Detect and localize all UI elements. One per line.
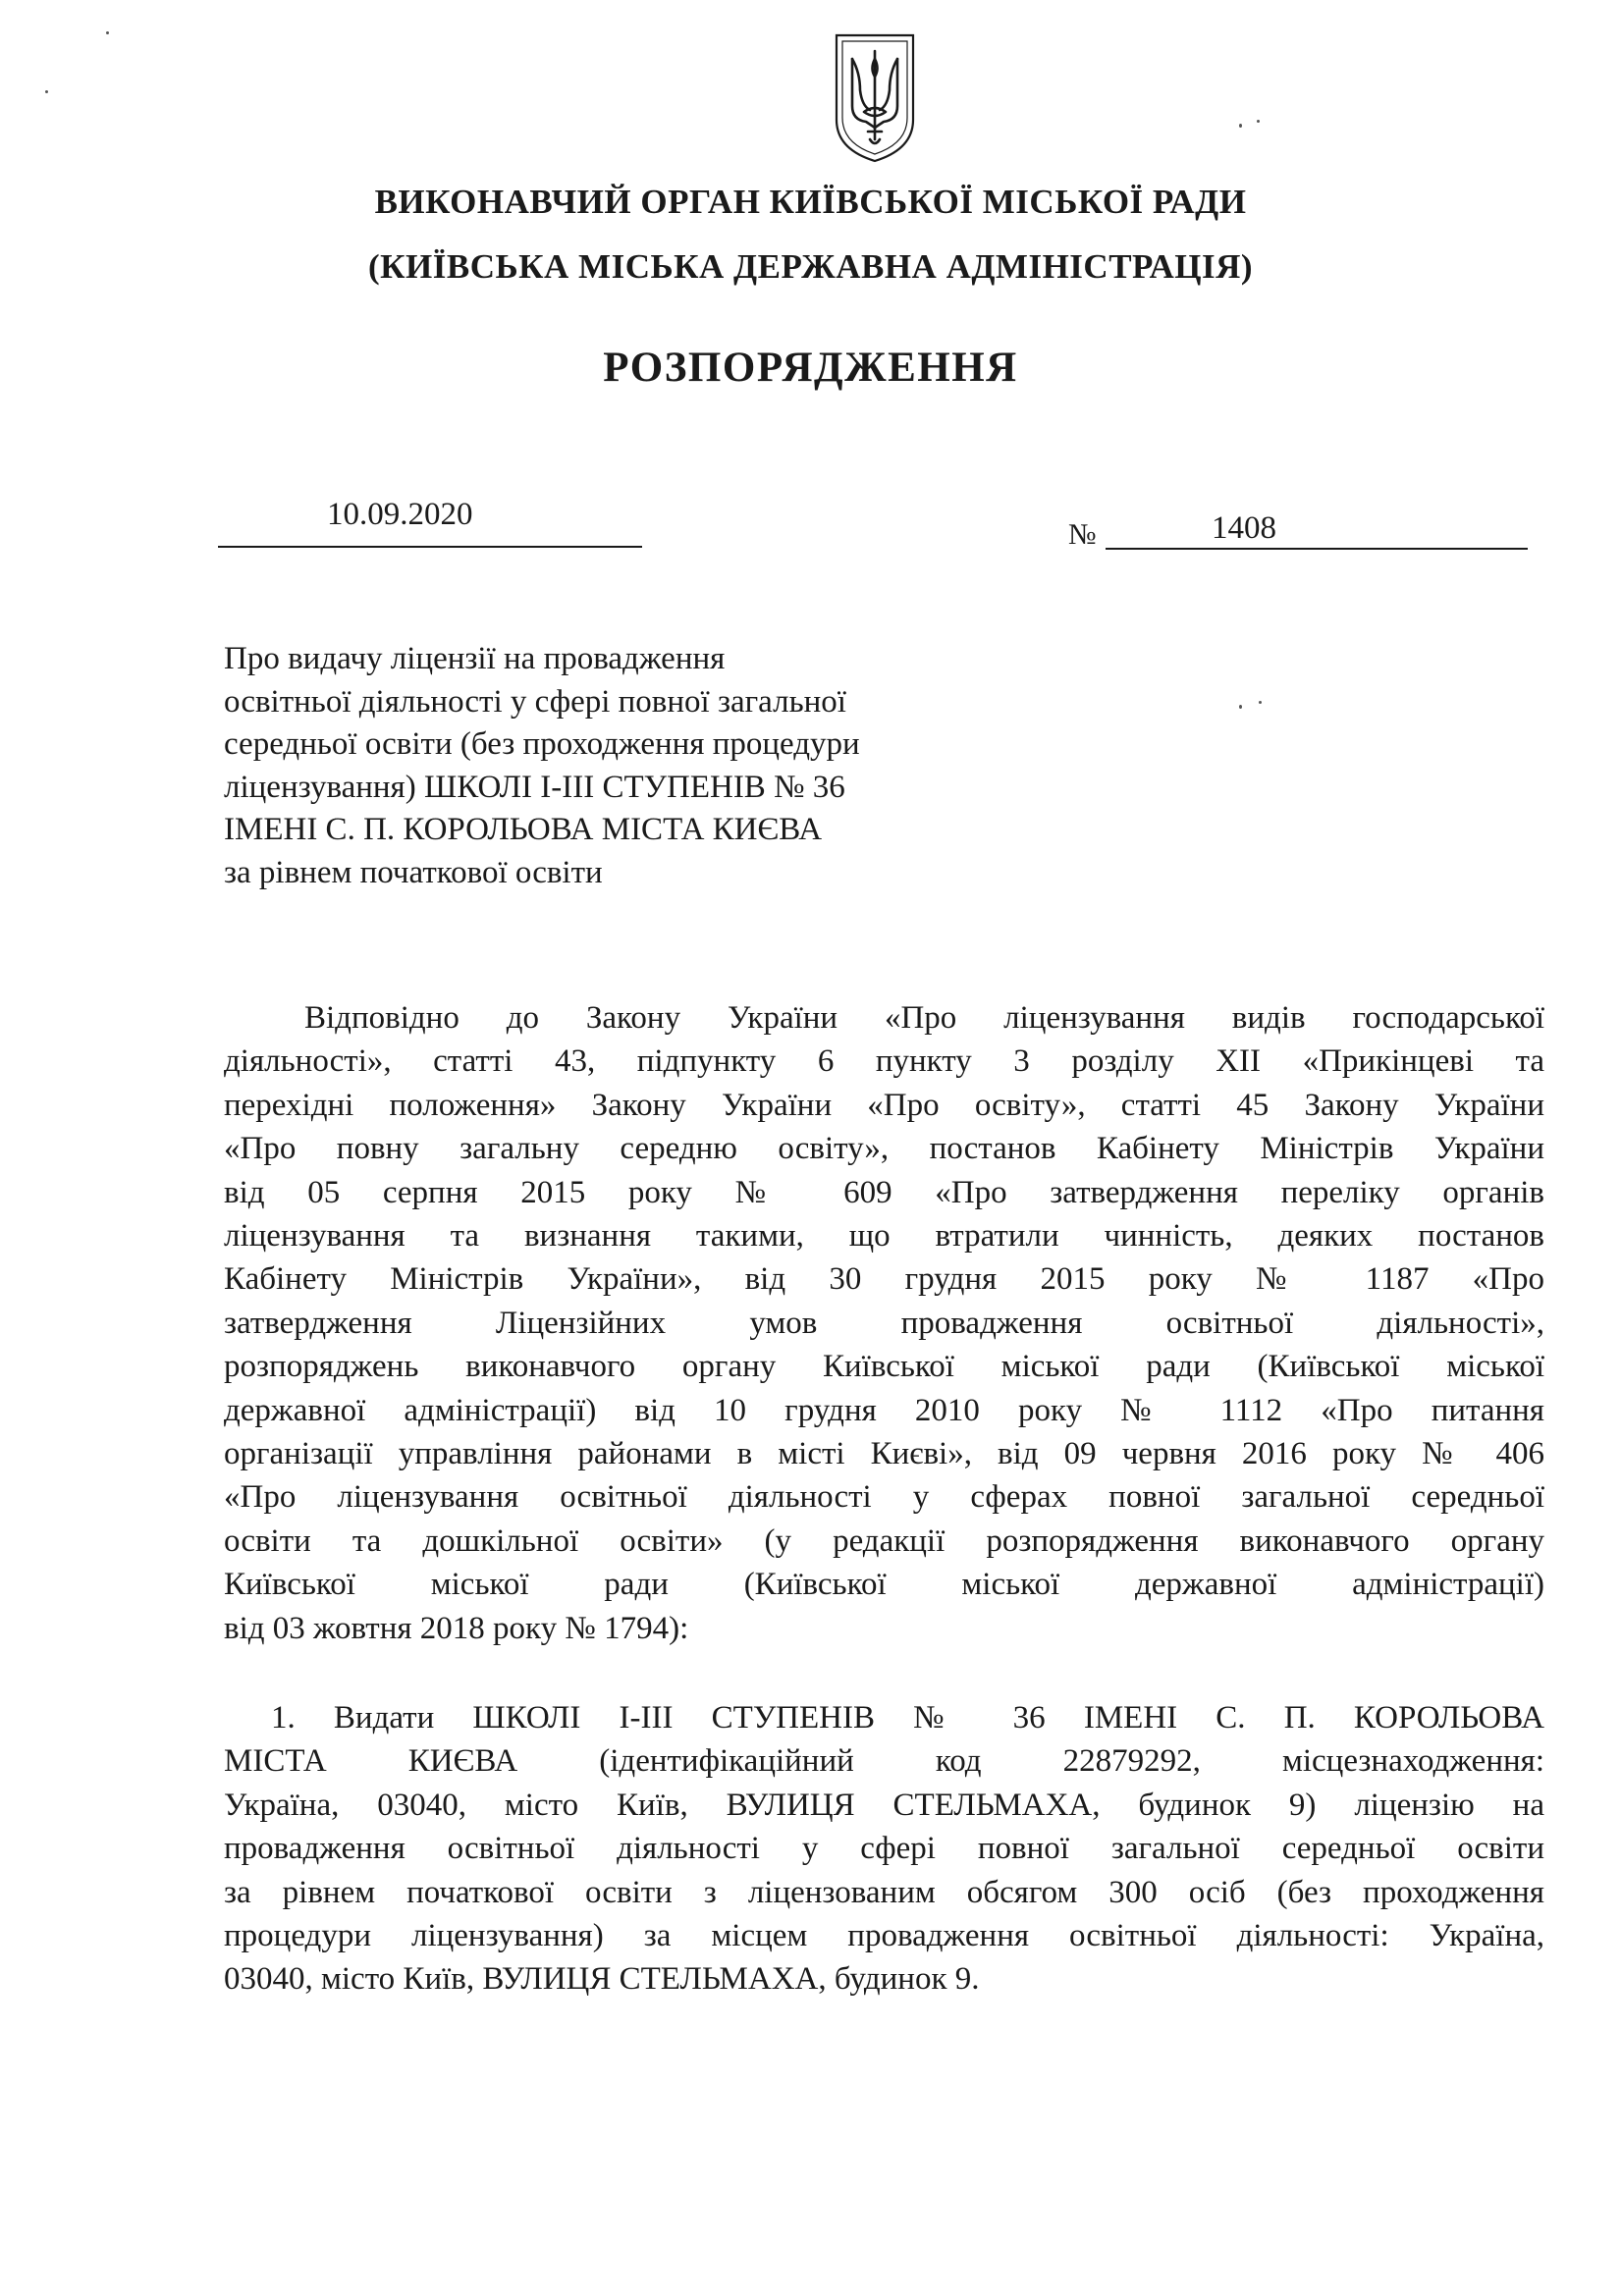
item-line: Україна, 03040, місто Київ, ВУЛИЦЯ СТЕЛЬМАХА, будинок 9) ліцензію на bbox=[224, 1787, 1544, 1823]
preamble-line: Відповідно до Закону України «Про ліцензування видів господарської bbox=[304, 1000, 1544, 1036]
preamble-line: державної адміністрації) від 10 грудня 2010 року № 1112 «Про питання bbox=[224, 1392, 1544, 1428]
item-line: 1. Видати ШКОЛІ І-ІІІ СТУПЕНІВ № 36 ІМЕНІ С. П. КОРОЛЬОВА bbox=[271, 1700, 1544, 1735]
number-field bbox=[1068, 510, 1528, 550]
item-line: провадження освітньої діяльності у сфері повної загальної середньої освіти bbox=[224, 1831, 1544, 1867]
preamble-line: від 05 серпня 2015 року № 609 «Про затвердження переліку органів bbox=[224, 1174, 1544, 1210]
item-line: 03040, місто Київ, ВУЛИЦЯ СТЕЛЬМАХА, будинок 9. bbox=[224, 1961, 980, 1998]
organization-name: ВИКОНАВЧИЙ ОРГАН КИЇВСЬКОЇ МІСЬКОЇ РАДИ bbox=[374, 183, 1247, 221]
preamble-line: ліцензування та визнання такими, що втратили чинність, деяких постанов bbox=[224, 1218, 1544, 1255]
document-subject bbox=[224, 638, 1029, 894]
document-type-title: РОЗПОРЯДЖЕННЯ bbox=[603, 345, 1018, 391]
preamble-line: від 03 жовтня 2018 року № 1794): bbox=[224, 1610, 689, 1646]
preamble-line: розпоряджень виконавчого органу Київської міської ради (Київської міської bbox=[224, 1349, 1544, 1385]
date-field bbox=[218, 497, 642, 548]
subject-line: Про видачу ліцензії на провадження bbox=[224, 641, 726, 676]
subject-line: середньої освіти (без проходження процедури bbox=[224, 726, 860, 762]
preamble-line: Київської міської ради (Київської міської державної адміністрації) bbox=[224, 1567, 1544, 1603]
scan-speck bbox=[106, 31, 109, 34]
preamble-line: освіти та дошкільної освіти» (у редакції розпорядження виконавчого органу bbox=[224, 1522, 1544, 1559]
scan-speck bbox=[45, 90, 48, 93]
number-underline bbox=[1106, 548, 1528, 550]
coat-of-arms-trident-icon bbox=[831, 29, 919, 167]
preamble-paragraph bbox=[224, 996, 1544, 1650]
preamble-line: Кабінету Міністрів України», від 30 грудня 2015 року № 1187 «Про bbox=[224, 1261, 1544, 1298]
number-sign-label: № bbox=[1068, 518, 1097, 551]
subject-line: за рівнем початкової освіти bbox=[224, 854, 603, 890]
subject-line: ІМЕНІ С. П. КОРОЛЬОВА МІСТА КИЄВА bbox=[224, 812, 823, 847]
subject-line: освітньої діяльності у сфері повної загальної bbox=[224, 683, 846, 720]
preamble-line: «Про ліцензування освітньої діяльності у сферах повної загальної середньої bbox=[224, 1479, 1544, 1516]
scan-speck bbox=[1259, 701, 1262, 704]
order-item-1 bbox=[224, 1696, 1544, 2002]
subject-line: ліцензування) ШКОЛІ І-ІІІ СТУПЕНІВ № 36 bbox=[224, 769, 845, 805]
preamble-line: «Про повну загальну середню освіту», постанов Кабінету Міністрів України bbox=[224, 1131, 1544, 1167]
preamble-line: перехідні положення» Закону України «Про освіту», статті 45 Закону України bbox=[224, 1087, 1544, 1123]
item-line: за рівнем початкової освіти з ліцензованим обсягом 300 осіб (без проходження bbox=[224, 1874, 1544, 1910]
preamble-line: затвердження Ліцензійних умов провадження освітньої діяльності», bbox=[224, 1305, 1544, 1341]
preamble-line: діяльності», статті 43, підпункту 6 пункту 3 розділу ХІІ «Прикінцеві та bbox=[224, 1043, 1544, 1080]
organization-alt-name: (КИЇВСЬКА МІСЬКА ДЕРЖАВНА АДМІНІСТРАЦІЯ) bbox=[368, 247, 1253, 286]
item-line: процедури ліцензування) за місцем провадження освітньої діяльності: Україна, bbox=[224, 1918, 1544, 1954]
preamble-line: організації управління районами в місті Києві», від 09 червня 2016 року № 406 bbox=[224, 1436, 1544, 1472]
scan-speck bbox=[1257, 120, 1260, 123]
scan-speck bbox=[1239, 705, 1242, 709]
document-number: 1408 bbox=[1212, 510, 1276, 546]
item-line: МІСТА КИЄВА (ідентифікаційний код 22879292, місцезнаходження: bbox=[224, 1743, 1544, 1780]
document-date: 10.09.2020 bbox=[327, 497, 473, 532]
scan-speck bbox=[1239, 124, 1242, 128]
